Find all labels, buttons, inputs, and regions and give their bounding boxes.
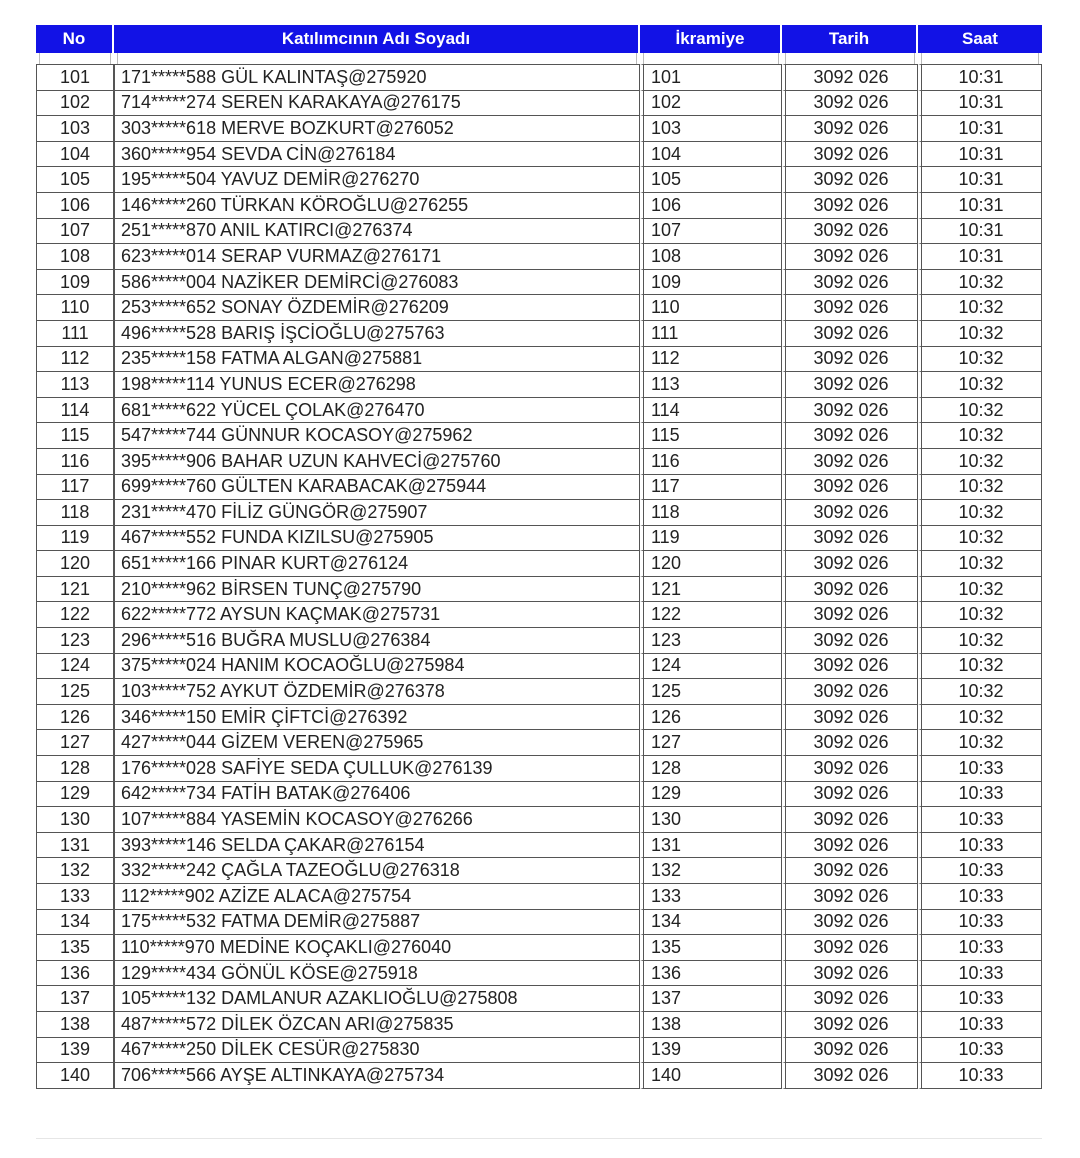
participant-name-cell: 332*****242 ÇAĞLA TAZEOĞLU@276318 [114, 857, 640, 883]
bonus-cell: 120 [640, 550, 782, 576]
time-cell: 10:31 [918, 218, 1042, 244]
time-cell: 10:33 [918, 832, 1042, 858]
time-cell: 10:32 [918, 704, 1042, 730]
table-row [36, 474, 1042, 500]
row-number-cell: 101 [36, 64, 114, 90]
winners-table [36, 25, 1042, 1089]
spacer-cell [114, 53, 640, 64]
participant-name-cell: 395*****906 BAHAR UZUN KAHVECİ@275760 [114, 448, 640, 474]
date-cell: 3092 026 [782, 832, 918, 858]
row-number-cell: 106 [36, 192, 114, 218]
date-cell: 3092 026 [782, 525, 918, 551]
participant-name-cell: 210*****962 BİRSEN TUNÇ@275790 [114, 576, 640, 602]
time-cell: 10:33 [918, 985, 1042, 1011]
bonus-cell: 102 [640, 90, 782, 116]
time-cell: 10:31 [918, 90, 1042, 116]
column-header-date: Tarih [782, 25, 918, 53]
participant-name-cell: 129*****434 GÖNÜL KÖSE@275918 [114, 960, 640, 986]
bonus-cell: 132 [640, 857, 782, 883]
time-cell: 10:33 [918, 1011, 1042, 1037]
table-body [36, 53, 1042, 1089]
date-cell: 3092 026 [782, 678, 918, 704]
participant-name-cell: 622*****772 AYSUN KAÇMAK@275731 [114, 601, 640, 627]
participant-name-cell: 496*****528 BARIŞ İŞCİOĞLU@275763 [114, 320, 640, 346]
participant-name-cell: 360*****954 SEVDA CİN@276184 [114, 141, 640, 167]
participant-name-cell: 714*****274 SEREN KARAKAYA@276175 [114, 90, 640, 116]
date-cell: 3092 026 [782, 985, 918, 1011]
participant-name-cell: 251*****870 ANIL KATIRCI@276374 [114, 218, 640, 244]
table-row [36, 909, 1042, 935]
date-cell: 3092 026 [782, 474, 918, 500]
date-cell: 3092 026 [782, 704, 918, 730]
participant-name-cell: 681*****622 YÜCEL ÇOLAK@276470 [114, 397, 640, 423]
row-number-cell: 108 [36, 243, 114, 269]
date-cell: 3092 026 [782, 934, 918, 960]
table-row [36, 64, 1042, 90]
bonus-cell: 130 [640, 806, 782, 832]
date-cell: 3092 026 [782, 729, 918, 755]
row-number-cell: 124 [36, 653, 114, 679]
time-cell: 10:33 [918, 1062, 1042, 1089]
bonus-cell: 106 [640, 192, 782, 218]
participant-name-cell: 303*****618 MERVE BOZKURT@276052 [114, 115, 640, 141]
date-cell: 3092 026 [782, 269, 918, 295]
date-cell: 3092 026 [782, 653, 918, 679]
time-cell: 10:33 [918, 755, 1042, 781]
time-cell: 10:32 [918, 371, 1042, 397]
date-cell: 3092 026 [782, 448, 918, 474]
footer-divider [36, 1138, 1042, 1139]
table-row [36, 781, 1042, 807]
row-number-cell: 126 [36, 704, 114, 730]
bonus-cell: 136 [640, 960, 782, 986]
bonus-cell: 105 [640, 166, 782, 192]
column-header-participant-name: Katılımcının Adı Soyadı [114, 25, 640, 53]
time-cell: 10:32 [918, 601, 1042, 627]
participant-name-cell: 706*****566 AYŞE ALTINKAYA@275734 [114, 1062, 640, 1089]
time-cell: 10:31 [918, 115, 1042, 141]
table-row [36, 678, 1042, 704]
date-cell: 3092 026 [782, 806, 918, 832]
date-cell: 3092 026 [782, 294, 918, 320]
row-number-cell: 104 [36, 141, 114, 167]
bonus-cell: 127 [640, 729, 782, 755]
date-cell: 3092 026 [782, 90, 918, 116]
date-cell: 3092 026 [782, 755, 918, 781]
row-number-cell: 107 [36, 218, 114, 244]
participant-name-cell: 175*****532 FATMA DEMİR@275887 [114, 909, 640, 935]
participant-name-cell: 107*****884 YASEMİN KOCASOY@276266 [114, 806, 640, 832]
time-cell: 10:32 [918, 678, 1042, 704]
bonus-cell: 107 [640, 218, 782, 244]
participant-name-cell: 235*****158 FATMA ALGAN@275881 [114, 346, 640, 372]
row-number-cell: 129 [36, 781, 114, 807]
bonus-cell: 114 [640, 397, 782, 423]
table-row [36, 755, 1042, 781]
bonus-cell: 116 [640, 448, 782, 474]
bonus-cell: 122 [640, 601, 782, 627]
time-cell: 10:32 [918, 627, 1042, 653]
date-cell: 3092 026 [782, 371, 918, 397]
table-row [36, 704, 1042, 730]
column-header-time: Saat [918, 25, 1042, 53]
bonus-cell: 118 [640, 499, 782, 525]
row-number-cell: 121 [36, 576, 114, 602]
time-cell: 10:32 [918, 294, 1042, 320]
date-cell: 3092 026 [782, 320, 918, 346]
row-number-cell: 128 [36, 755, 114, 781]
bonus-cell: 119 [640, 525, 782, 551]
date-cell: 3092 026 [782, 601, 918, 627]
participant-name-cell: 467*****250 DİLEK CESÜR@275830 [114, 1037, 640, 1063]
row-number-cell: 109 [36, 269, 114, 295]
table-row [36, 832, 1042, 858]
participant-name-cell: 467*****552 FUNDA KIZILSU@275905 [114, 525, 640, 551]
row-number-cell: 114 [36, 397, 114, 423]
date-cell: 3092 026 [782, 909, 918, 935]
bonus-cell: 138 [640, 1011, 782, 1037]
row-number-cell: 115 [36, 422, 114, 448]
time-cell: 10:32 [918, 422, 1042, 448]
participant-name-cell: 146*****260 TÜRKAN KÖROĞLU@276255 [114, 192, 640, 218]
participant-name-cell: 642*****734 FATİH BATAK@276406 [114, 781, 640, 807]
date-cell: 3092 026 [782, 141, 918, 167]
table-row [36, 243, 1042, 269]
row-number-cell: 116 [36, 448, 114, 474]
table-row [36, 985, 1042, 1011]
participant-name-cell: 296*****516 BUĞRA MUSLU@276384 [114, 627, 640, 653]
row-number-cell: 134 [36, 909, 114, 935]
table-row [36, 499, 1042, 525]
row-number-cell: 113 [36, 371, 114, 397]
table-header [36, 25, 1042, 53]
table-row [36, 653, 1042, 679]
table-row [36, 141, 1042, 167]
row-number-cell: 117 [36, 474, 114, 500]
time-cell: 10:32 [918, 448, 1042, 474]
participant-name-cell: 547*****744 GÜNNUR KOCASOY@275962 [114, 422, 640, 448]
row-number-cell: 138 [36, 1011, 114, 1037]
table-row [36, 422, 1042, 448]
participant-name-cell: 176*****028 SAFİYE SEDA ÇULLUK@276139 [114, 755, 640, 781]
participant-name-cell: 346*****150 EMİR ÇİFTCİ@276392 [114, 704, 640, 730]
date-cell: 3092 026 [782, 883, 918, 909]
date-cell: 3092 026 [782, 576, 918, 602]
date-cell: 3092 026 [782, 422, 918, 448]
time-cell: 10:33 [918, 781, 1042, 807]
table-row [36, 627, 1042, 653]
bonus-cell: 113 [640, 371, 782, 397]
participant-name-cell: 487*****572 DİLEK ÖZCAN ARI@275835 [114, 1011, 640, 1037]
row-number-cell: 127 [36, 729, 114, 755]
bonus-cell: 123 [640, 627, 782, 653]
time-cell: 10:31 [918, 192, 1042, 218]
time-cell: 10:32 [918, 576, 1042, 602]
row-number-cell: 135 [36, 934, 114, 960]
table-row [36, 448, 1042, 474]
bonus-cell: 124 [640, 653, 782, 679]
spacer-cell [918, 53, 1042, 64]
date-cell: 3092 026 [782, 857, 918, 883]
table-row [36, 729, 1042, 755]
row-number-cell: 133 [36, 883, 114, 909]
participant-name-cell: 586*****004 NAZİKER DEMİRCİ@276083 [114, 269, 640, 295]
row-number-cell: 120 [36, 550, 114, 576]
participant-name-cell: 393*****146 SELDA ÇAKAR@276154 [114, 832, 640, 858]
date-cell: 3092 026 [782, 166, 918, 192]
table-row [36, 883, 1042, 909]
spacer-cell [782, 53, 918, 64]
table-row [36, 1037, 1042, 1063]
row-number-cell: 111 [36, 320, 114, 346]
date-cell: 3092 026 [782, 960, 918, 986]
row-number-cell: 103 [36, 115, 114, 141]
participant-name-cell: 103*****752 AYKUT ÖZDEMİR@276378 [114, 678, 640, 704]
date-cell: 3092 026 [782, 243, 918, 269]
table-row [36, 576, 1042, 602]
table-row [36, 960, 1042, 986]
header-row [36, 25, 1042, 53]
participant-name-cell: 195*****504 YAVUZ DEMİR@276270 [114, 166, 640, 192]
column-header-no: No [36, 25, 114, 53]
table-row [36, 90, 1042, 116]
time-cell: 10:31 [918, 166, 1042, 192]
date-cell: 3092 026 [782, 218, 918, 244]
time-cell: 10:33 [918, 883, 1042, 909]
date-cell: 3092 026 [782, 781, 918, 807]
time-cell: 10:33 [918, 806, 1042, 832]
bonus-cell: 109 [640, 269, 782, 295]
participant-name-cell: 699*****760 GÜLTEN KARABACAK@275944 [114, 474, 640, 500]
bonus-cell: 104 [640, 141, 782, 167]
table-row [36, 218, 1042, 244]
row-number-cell: 122 [36, 601, 114, 627]
time-cell: 10:33 [918, 1037, 1042, 1063]
table-row [36, 525, 1042, 551]
row-number-cell: 125 [36, 678, 114, 704]
time-cell: 10:33 [918, 909, 1042, 935]
bonus-cell: 126 [640, 704, 782, 730]
table-row [36, 294, 1042, 320]
table-row [36, 115, 1042, 141]
bonus-cell: 115 [640, 422, 782, 448]
bonus-cell: 111 [640, 320, 782, 346]
time-cell: 10:32 [918, 525, 1042, 551]
time-cell: 10:32 [918, 499, 1042, 525]
header-spacer-row [36, 53, 1042, 64]
bonus-cell: 108 [640, 243, 782, 269]
participant-name-cell: 623*****014 SERAP VURMAZ@276171 [114, 243, 640, 269]
table-row [36, 806, 1042, 832]
bonus-cell: 131 [640, 832, 782, 858]
row-number-cell: 131 [36, 832, 114, 858]
row-number-cell: 140 [36, 1062, 114, 1089]
date-cell: 3092 026 [782, 1011, 918, 1037]
bonus-cell: 134 [640, 909, 782, 935]
date-cell: 3092 026 [782, 346, 918, 372]
participant-name-cell: 427*****044 GİZEM VEREN@275965 [114, 729, 640, 755]
time-cell: 10:32 [918, 550, 1042, 576]
table-row [36, 550, 1042, 576]
participant-name-cell: 105*****132 DAMLANUR AZAKLIOĞLU@275808 [114, 985, 640, 1011]
table-row [36, 346, 1042, 372]
spacer-cell [640, 53, 782, 64]
table-row [36, 371, 1042, 397]
date-cell: 3092 026 [782, 627, 918, 653]
participant-name-cell: 253*****652 SONAY ÖZDEMİR@276209 [114, 294, 640, 320]
date-cell: 3092 026 [782, 550, 918, 576]
bonus-cell: 117 [640, 474, 782, 500]
date-cell: 3092 026 [782, 1062, 918, 1089]
time-cell: 10:32 [918, 653, 1042, 679]
time-cell: 10:33 [918, 934, 1042, 960]
bonus-cell: 139 [640, 1037, 782, 1063]
spacer-cell [36, 53, 114, 64]
time-cell: 10:32 [918, 320, 1042, 346]
row-number-cell: 130 [36, 806, 114, 832]
bonus-cell: 129 [640, 781, 782, 807]
table-row [36, 1062, 1042, 1089]
time-cell: 10:32 [918, 474, 1042, 500]
bonus-cell: 110 [640, 294, 782, 320]
row-number-cell: 105 [36, 166, 114, 192]
bonus-cell: 121 [640, 576, 782, 602]
participant-name-cell: 171*****588 GÜL KALINTAŞ@275920 [114, 64, 640, 90]
table-row [36, 320, 1042, 346]
row-number-cell: 139 [36, 1037, 114, 1063]
row-number-cell: 110 [36, 294, 114, 320]
row-number-cell: 102 [36, 90, 114, 116]
date-cell: 3092 026 [782, 115, 918, 141]
row-number-cell: 118 [36, 499, 114, 525]
time-cell: 10:32 [918, 397, 1042, 423]
row-number-cell: 112 [36, 346, 114, 372]
time-cell: 10:31 [918, 64, 1042, 90]
row-number-cell: 132 [36, 857, 114, 883]
time-cell: 10:33 [918, 960, 1042, 986]
table-row [36, 269, 1042, 295]
column-header-bonus: İkramiye [640, 25, 782, 53]
bonus-cell: 133 [640, 883, 782, 909]
participant-name-cell: 198*****114 YUNUS ECER@276298 [114, 371, 640, 397]
time-cell: 10:31 [918, 243, 1042, 269]
table-row [36, 857, 1042, 883]
winners-table-container [36, 25, 1042, 1089]
table-row [36, 397, 1042, 423]
participant-name-cell: 651*****166 PINAR KURT@276124 [114, 550, 640, 576]
row-number-cell: 123 [36, 627, 114, 653]
table-row [36, 601, 1042, 627]
time-cell: 10:32 [918, 729, 1042, 755]
bonus-cell: 135 [640, 934, 782, 960]
participant-name-cell: 110*****970 MEDİNE KOÇAKLI@276040 [114, 934, 640, 960]
participant-name-cell: 112*****902 AZİZE ALACA@275754 [114, 883, 640, 909]
table-row [36, 1011, 1042, 1037]
table-row [36, 192, 1042, 218]
bonus-cell: 140 [640, 1062, 782, 1089]
date-cell: 3092 026 [782, 1037, 918, 1063]
date-cell: 3092 026 [782, 192, 918, 218]
table-row [36, 166, 1042, 192]
time-cell: 10:32 [918, 346, 1042, 372]
date-cell: 3092 026 [782, 397, 918, 423]
bonus-cell: 112 [640, 346, 782, 372]
time-cell: 10:32 [918, 269, 1042, 295]
time-cell: 10:33 [918, 857, 1042, 883]
row-number-cell: 119 [36, 525, 114, 551]
table-row [36, 934, 1042, 960]
date-cell: 3092 026 [782, 64, 918, 90]
bonus-cell: 128 [640, 755, 782, 781]
participant-name-cell: 231*****470 FİLİZ GÜNGÖR@275907 [114, 499, 640, 525]
bonus-cell: 125 [640, 678, 782, 704]
participant-name-cell: 375*****024 HANIM KOCAOĞLU@275984 [114, 653, 640, 679]
bonus-cell: 137 [640, 985, 782, 1011]
date-cell: 3092 026 [782, 499, 918, 525]
bonus-cell: 101 [640, 64, 782, 90]
row-number-cell: 136 [36, 960, 114, 986]
time-cell: 10:31 [918, 141, 1042, 167]
bonus-cell: 103 [640, 115, 782, 141]
row-number-cell: 137 [36, 985, 114, 1011]
